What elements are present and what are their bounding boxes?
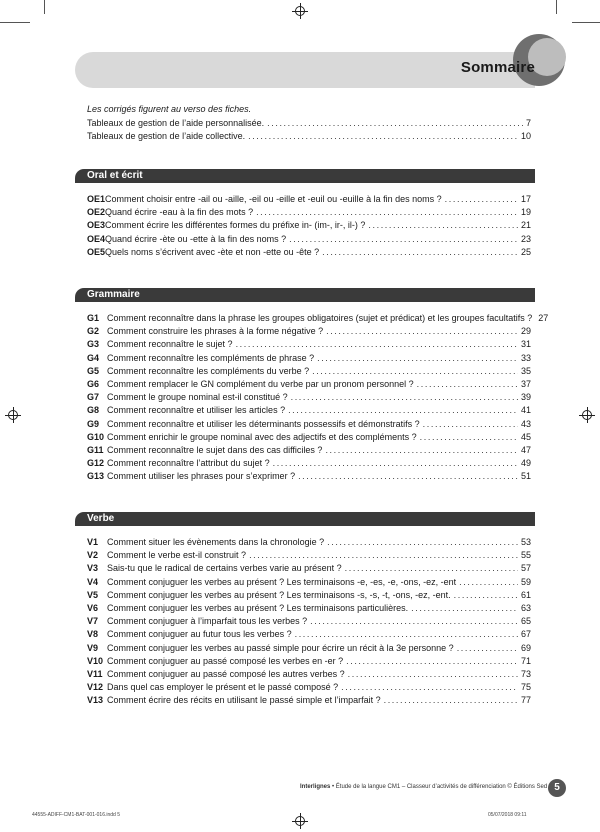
toc-row[interactable] bbox=[87, 470, 531, 483]
toc-code: V6 bbox=[87, 603, 99, 614]
toc-code: V12 bbox=[87, 682, 104, 693]
section-header-bar bbox=[75, 288, 535, 302]
toc-row[interactable] bbox=[87, 378, 531, 391]
toc-row[interactable] bbox=[87, 628, 531, 641]
dot-leader bbox=[423, 418, 518, 431]
toc-row[interactable] bbox=[87, 130, 531, 143]
dot-leader bbox=[289, 233, 518, 246]
toc-row-text: Sais-tu que le radical de certains verbes varie au présent ? bbox=[107, 563, 342, 574]
toc-row-page: 73 bbox=[520, 669, 531, 680]
toc-row[interactable] bbox=[87, 365, 531, 378]
dot-leader bbox=[310, 615, 518, 628]
toc-row-text: Comment conjuguer les verbes au présent ? Les terminaisons -s, -s, -t, -ons, -ez, -ent. bbox=[107, 589, 451, 600]
section-header-bar bbox=[75, 512, 535, 526]
toc-code: V1 bbox=[87, 537, 99, 547]
dot-leader bbox=[327, 536, 518, 549]
toc-row-text: Comment le groupe nominal est-il constitué ? bbox=[107, 392, 288, 403]
toc-row[interactable] bbox=[87, 694, 531, 707]
toc-row-page: 7 bbox=[525, 118, 531, 128]
toc-row-page: 29 bbox=[520, 326, 531, 337]
toc-code: OE2 bbox=[87, 207, 106, 218]
toc-code: V11 bbox=[87, 669, 103, 680]
toc-code: V13 bbox=[87, 695, 104, 706]
dot-leader bbox=[348, 668, 518, 681]
toc-row-text: Comment reconnaître les compléments de phrase ? bbox=[107, 352, 315, 363]
dot-leader bbox=[298, 470, 518, 483]
toc-row-text: Tableaux de gestion de l’aide personnalisée. bbox=[87, 118, 265, 128]
toc-row-page: 53 bbox=[520, 537, 531, 547]
registration-mark-left bbox=[8, 410, 18, 420]
toc-code: G9 bbox=[87, 418, 100, 429]
dot-leader bbox=[288, 404, 518, 417]
toc-row-page: 21 bbox=[520, 220, 531, 231]
dot-leader bbox=[341, 681, 518, 694]
toc-code: V9 bbox=[87, 642, 99, 653]
toc-row-page: 69 bbox=[520, 642, 531, 653]
dot-leader bbox=[445, 193, 518, 206]
page-title: Sommaire bbox=[460, 59, 535, 76]
toc-row[interactable] bbox=[87, 338, 531, 351]
toc-row-text: Comment le verbe est-il construit ? bbox=[107, 550, 247, 561]
section-title: Verbe bbox=[87, 513, 115, 524]
toc-row-text: Comment reconnaître dans la phrase les groupes obligatoires (sujet et prédicat) et les groupes facultatifs ? bbox=[107, 313, 533, 323]
toc-code: G5 bbox=[87, 365, 100, 376]
toc-row-text: Comment utiliser les phrases pour s’exprimer ? bbox=[107, 471, 296, 482]
toc-row-page: 41 bbox=[520, 405, 531, 416]
toc-row-page: 63 bbox=[520, 603, 531, 614]
toc-row-page: 67 bbox=[520, 629, 531, 640]
toc-row[interactable] bbox=[87, 404, 531, 417]
dot-leader bbox=[317, 352, 518, 365]
registration-mark-bottom bbox=[295, 816, 305, 826]
dot-leader bbox=[256, 206, 518, 219]
toc-row[interactable] bbox=[87, 352, 531, 365]
toc-code: V2 bbox=[87, 550, 99, 561]
section-title: Grammaire bbox=[87, 289, 140, 300]
toc-code: V3 bbox=[87, 563, 99, 574]
intro-block bbox=[87, 104, 531, 143]
toc-row-text: Quand écrire -ète ou -ette à la fin des noms ? bbox=[105, 233, 287, 244]
toc-row-page: 10 bbox=[520, 131, 531, 142]
toc-row-page: 19 bbox=[520, 207, 531, 218]
dot-leader bbox=[248, 130, 518, 143]
toc-code: G8 bbox=[87, 405, 100, 416]
toc-row[interactable] bbox=[87, 325, 531, 338]
toc-row[interactable] bbox=[87, 615, 531, 628]
dot-leader bbox=[312, 365, 518, 378]
toc-row-text: Comment reconnaître l’attribut du sujet ? bbox=[107, 458, 270, 469]
toc-row-page: 71 bbox=[520, 655, 531, 666]
toc-row[interactable] bbox=[87, 589, 531, 602]
dot-leader bbox=[236, 338, 518, 351]
section-oral-ecrit bbox=[75, 169, 535, 259]
toc-row-page: 77 bbox=[520, 695, 531, 706]
toc-row-page: 51 bbox=[520, 471, 531, 482]
toc-row-text: Comment conjuguer les verbes au présent ? Les terminaisons -e, -es, -e, -ons, -ez, -ent bbox=[107, 576, 457, 587]
section-rows bbox=[87, 536, 531, 708]
toc-code: OE5 bbox=[87, 246, 106, 257]
footer-credit-text: • Étude de la langue CM1 – Classeur d’activités de différenciation © Éditions Sed bbox=[330, 784, 548, 790]
toc-row[interactable] bbox=[87, 576, 531, 589]
toc-row-text: Quand écrire -eau à la fin des mots ? bbox=[105, 207, 254, 218]
dot-leader bbox=[322, 246, 518, 259]
dot-leader bbox=[345, 562, 518, 575]
toc-row-text: Comment situer les évènements dans la chronologie ? bbox=[107, 537, 325, 547]
toc-code: G6 bbox=[87, 379, 100, 390]
dot-leader bbox=[267, 117, 523, 130]
toc-row-page: 61 bbox=[520, 589, 531, 600]
toc-code: G2 bbox=[87, 326, 100, 337]
toc-row-text: Dans quel cas employer le présent et le passé composé ? bbox=[107, 682, 339, 693]
dot-leader bbox=[417, 378, 518, 391]
section-header-bar bbox=[75, 169, 535, 183]
toc-row-page: 33 bbox=[520, 352, 531, 363]
toc-row-text: Comment conjuguer au passé composé les verbes en -er ? bbox=[107, 655, 344, 666]
registration-mark-right bbox=[582, 410, 592, 420]
toc-code: G7 bbox=[87, 392, 100, 403]
toc-row-text: Comment enrichir le groupe nominal avec des adjectifs et des compléments ? bbox=[107, 431, 417, 442]
dot-leader bbox=[295, 628, 518, 641]
dot-leader bbox=[368, 219, 518, 232]
toc-row[interactable] bbox=[87, 536, 531, 549]
toc-code: G10 bbox=[87, 431, 105, 442]
toc-row-page: 37 bbox=[520, 379, 531, 390]
dot-leader bbox=[420, 431, 518, 444]
toc-row-page: 23 bbox=[520, 233, 531, 244]
toc-row[interactable] bbox=[87, 117, 531, 130]
toc-row[interactable] bbox=[87, 444, 531, 457]
toc-row-page: 47 bbox=[520, 445, 531, 456]
toc-row-text: Comment écrire des récits en utilisant le passé simple et l’imparfait ? bbox=[107, 695, 381, 706]
toc-row-page: 55 bbox=[520, 550, 531, 561]
section-grammaire bbox=[75, 288, 549, 484]
toc-row[interactable] bbox=[87, 549, 531, 562]
section-verbe bbox=[75, 512, 535, 708]
crop-mark bbox=[572, 22, 600, 23]
dot-leader bbox=[291, 391, 518, 404]
toc-code: G3 bbox=[87, 339, 100, 350]
toc-row[interactable] bbox=[87, 431, 531, 444]
toc-row-text: Comment reconnaître et utiliser les déterminants possessifs et démonstratifs ? bbox=[107, 418, 420, 429]
section-rows bbox=[87, 193, 531, 259]
toc-row-page: 65 bbox=[520, 616, 531, 627]
toc-code: G12 bbox=[87, 458, 105, 469]
toc-row[interactable] bbox=[87, 681, 531, 694]
toc-row[interactable] bbox=[87, 391, 531, 404]
toc-row-text: Comment construire les phrases à la forme négative ? bbox=[107, 326, 324, 337]
toc-row-text: Comment reconnaître le sujet ? bbox=[107, 339, 233, 350]
toc-row-text: Comment conjuguer à l’imparfait tous les verbes ? bbox=[107, 616, 308, 627]
toc-row-page: 45 bbox=[520, 431, 531, 442]
toc-row-page: 39 bbox=[520, 392, 531, 403]
toc-row-page: 31 bbox=[520, 339, 531, 350]
toc-code: G13 bbox=[87, 471, 105, 482]
toc-row[interactable] bbox=[87, 457, 531, 470]
toc-row-page: 35 bbox=[520, 365, 531, 376]
dot-leader bbox=[273, 457, 518, 470]
toc-row[interactable] bbox=[87, 312, 549, 325]
toc-row-page: 75 bbox=[520, 682, 531, 693]
footer-credit bbox=[300, 784, 548, 790]
toc-row-text: Comment choisir entre -ail ou -aille, -eil ou -eille et -euil ou -euille à la fin des noms ? bbox=[105, 194, 442, 204]
toc-row-page: 57 bbox=[520, 563, 531, 574]
footer-series: Interlignes bbox=[300, 784, 331, 790]
toc-row[interactable] bbox=[87, 562, 531, 575]
toc-row-page: 59 bbox=[520, 576, 531, 587]
toc-row-text: Quels noms s’écrivent avec -ète et non -ette ou -ête ? bbox=[105, 246, 320, 257]
toc-row-text: Comment remplacer le GN complément du verbe par un pronom personnel ? bbox=[107, 379, 414, 390]
toc-code: G11 bbox=[87, 445, 104, 456]
toc-row-page: 17 bbox=[520, 194, 531, 204]
toc-row[interactable] bbox=[87, 246, 531, 259]
toc-code: G4 bbox=[87, 352, 100, 363]
toc-code: V4 bbox=[87, 576, 99, 587]
dot-leader bbox=[457, 642, 518, 655]
dot-leader bbox=[454, 589, 518, 602]
toc-row-text: Comment conjuguer au passé composé les autres verbes ? bbox=[107, 669, 345, 680]
registration-mark-top bbox=[295, 6, 305, 16]
toc-row[interactable] bbox=[87, 602, 531, 615]
print-slug-file: 44555-ADIFF-CM1-BAT-001-016.indd 5 bbox=[32, 812, 121, 818]
crop-mark bbox=[44, 0, 45, 14]
dot-leader bbox=[411, 602, 518, 615]
toc-code: OE3 bbox=[87, 220, 106, 231]
toc-row[interactable] bbox=[87, 655, 531, 668]
toc-row[interactable] bbox=[87, 668, 531, 681]
toc-row[interactable] bbox=[87, 233, 531, 246]
toc-row-text: Comment reconnaître le sujet dans des cas difficiles ? bbox=[107, 445, 323, 456]
print-slug-date: 05/07/2018 09:11 bbox=[488, 812, 527, 818]
toc-row-text: Comment conjuguer au futur tous les verbes ? bbox=[107, 629, 292, 640]
toc-row-page: 25 bbox=[520, 246, 531, 257]
toc-row-page: 49 bbox=[520, 458, 531, 469]
toc-row-text: Comment écrire les différentes formes du préfixe in- (im-, ir-, il-) ? bbox=[105, 220, 366, 231]
toc-code: V8 bbox=[87, 629, 99, 640]
toc-code: V5 bbox=[87, 589, 99, 600]
toc-row[interactable] bbox=[87, 642, 531, 655]
dot-leader bbox=[326, 325, 518, 338]
intro-note: Les corrigés figurent au verso des fiches. bbox=[87, 104, 252, 114]
toc-row-text: Comment reconnaître et utiliser les articles ? bbox=[107, 405, 286, 416]
toc-code: OE4 bbox=[87, 233, 106, 244]
section-rows bbox=[87, 312, 549, 484]
dot-leader bbox=[325, 444, 518, 457]
toc-row-text: Comment conjuguer les verbes au présent ? Les terminaisons particulières. bbox=[107, 603, 409, 614]
toc-row[interactable] bbox=[87, 418, 531, 431]
toc-code: V7 bbox=[87, 616, 99, 627]
toc-row[interactable] bbox=[87, 219, 531, 232]
toc-row-page: 27 bbox=[538, 313, 549, 323]
page-number-badge: 5 bbox=[548, 779, 566, 797]
toc-code: OE1 bbox=[87, 194, 106, 204]
toc-row-text: Comment conjuguer les verbes au passé simple pour écrire un récit à la 3e personne ? bbox=[107, 642, 454, 653]
crop-mark bbox=[556, 0, 557, 14]
toc-code: G1 bbox=[87, 313, 100, 323]
dot-leader bbox=[384, 694, 518, 707]
toc-row[interactable] bbox=[87, 206, 531, 219]
dot-leader bbox=[346, 655, 518, 668]
toc-row-text: Tableaux de gestion de l’aide collective. bbox=[87, 131, 246, 142]
dot-leader bbox=[459, 576, 518, 589]
toc-code: V10 bbox=[87, 655, 104, 666]
toc-row-page: 43 bbox=[520, 418, 531, 429]
dot-leader bbox=[249, 549, 518, 562]
crop-mark bbox=[0, 22, 30, 23]
section-title: Oral et écrit bbox=[87, 170, 143, 181]
toc-row-text: Comment reconnaître les compléments du verbe ? bbox=[107, 365, 310, 376]
toc-row[interactable] bbox=[87, 193, 531, 206]
